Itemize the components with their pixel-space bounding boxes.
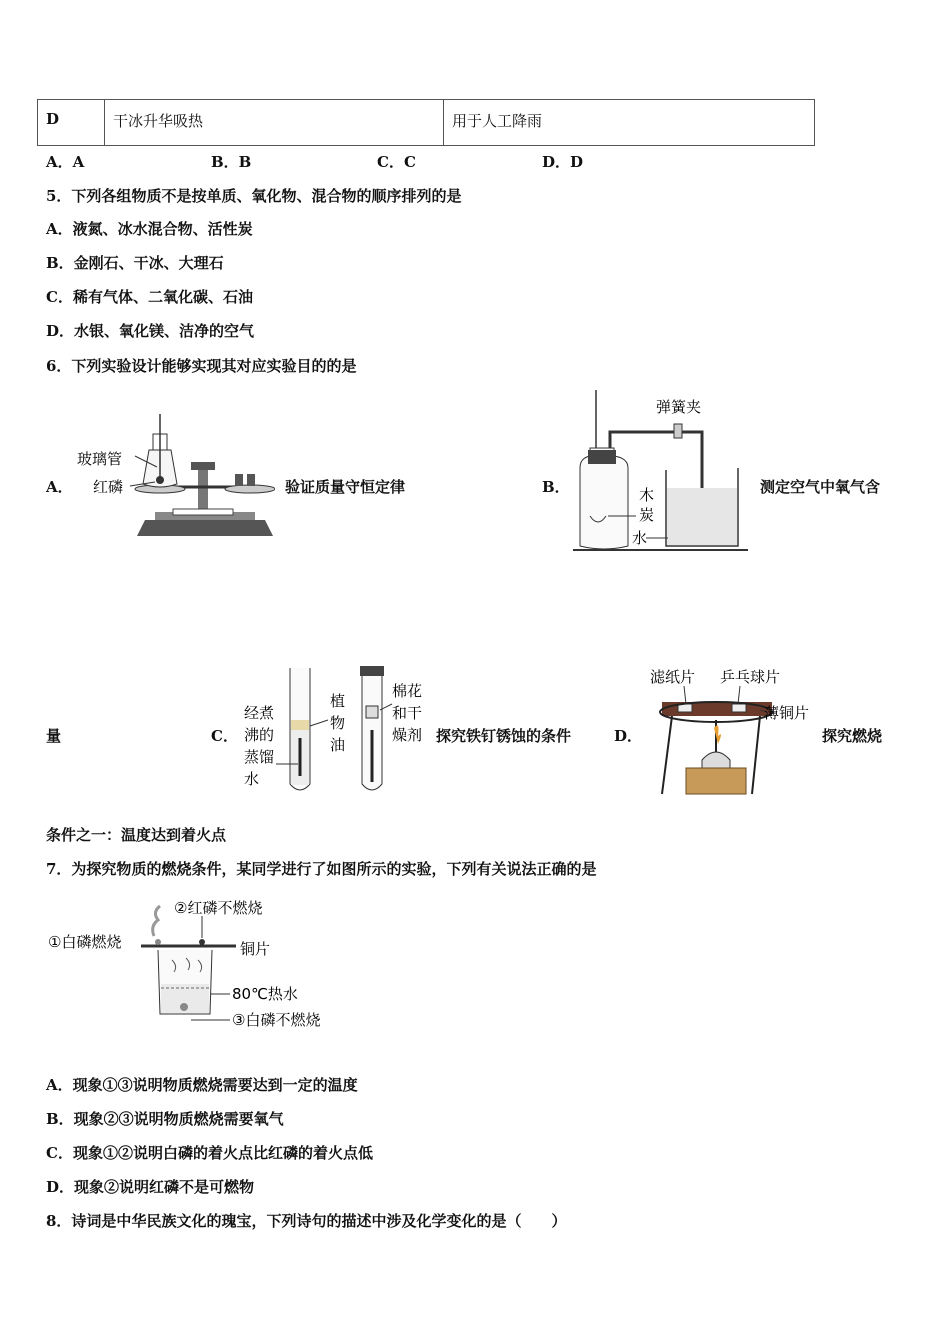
label-pingpong: 乒乓球片 [720,668,781,686]
spring-clip [674,424,682,438]
q6-a-letter: A． [46,478,73,496]
scale-rail [173,509,233,515]
label-white-no-burn: ③白磷不燃烧 [232,1011,321,1029]
red-phosphorus [156,476,164,484]
label-charcoal-1: 木 [639,486,655,504]
label-glass-tube: 玻璃管 [77,450,123,468]
balance-head [191,462,215,470]
label-c-10: 燥剂 [392,726,423,744]
q5-option-a: A．液氮、冰水混合物、活性炭 [46,220,253,238]
right-pan [225,485,275,493]
phosphorus-combustion-diagram [46,892,346,1034]
q7-option-d: D．现象②说明红磷不是可燃物 [46,1178,255,1196]
balance-pillar [198,467,208,512]
q6-d-cont: 条件之一：温度达到着火点 [46,826,227,844]
beaker-water [667,488,737,545]
table-row [38,100,815,146]
label-hot-water: 80℃热水 [232,985,298,1003]
red-phosphorus [199,939,205,945]
label-red-phosphorus: 红磷 [93,478,124,496]
oxygen-apparatus-diagram [570,388,750,556]
label-c-1: 经煮 [244,704,275,722]
table-cell-use: 用于人工降雨 [444,100,815,146]
q4-option-a: A．A [46,153,85,171]
q6-b-cont: 量 [46,727,62,745]
bottle-stopper [588,450,616,464]
oil-layer [291,720,309,730]
q6-b-text: 测定空气中氧气含 [760,478,881,496]
cotton-desiccant [366,706,378,718]
label-white-burn: ①白磷燃烧 [48,933,122,951]
q7-option-c: C．现象①②说明白磷的着火点比红磷的着火点低 [46,1144,373,1162]
q5-option-c: C．稀有气体、二氧化碳、石油 [46,288,253,306]
q5-stem: 5．下列各组物质不是按单质、氧化物、混合物的顺序排列的是 [46,187,462,205]
pingpong-piece [732,704,746,712]
label-c-2: 沸的 [244,726,275,744]
q6-a-text: 验证质量守恒定律 [285,478,406,496]
q6-b-letter: B． [542,478,570,496]
white-phosphorus-3 [180,1003,188,1011]
q7-option-b: B．现象②③说明物质燃烧需要氧气 [46,1110,284,1128]
label-c-6: 物 [330,714,346,732]
tripod-leg-2 [752,716,760,794]
q4-option-d: D．D [542,153,584,171]
balance-base [137,520,273,536]
weight-2 [247,474,255,486]
combustion-condition-diagram [648,664,818,798]
q7-stem: 7．为探究物质的燃烧条件，某同学进行了如图所示的实验，下列有关说法正确的是 [46,860,597,878]
q4-option-b: B．B [211,153,252,171]
table-cell-label: D [38,100,105,146]
q7-option-a: A．现象①③说明物质燃烧需要达到一定的温度 [46,1076,358,1094]
label-spring-clip: 弹簧夹 [656,398,702,416]
q5-option-d: D．水银、氧化镁、洁净的空气 [46,322,255,340]
label-c-5: 植 [330,692,346,710]
balance-diagram [75,412,275,554]
test-tube-stopper [360,666,384,676]
label-water: 水 [632,529,648,547]
table-cell-property: 干冰升华吸热 [105,100,444,146]
q6-c-text: 探究铁钉锈蚀的条件 [436,727,572,745]
label-copper-sheet: 薄铜片 [764,704,810,722]
label-c-4: 水 [244,770,260,788]
label-c-8: 棉花 [392,682,423,700]
label-c-9: 和干 [392,704,423,722]
q6-stem: 6．下列实验设计能够实现其对应实验目的的是 [46,357,357,375]
q4-option-c: C．C [377,153,416,171]
q5-option-b: B．金刚石、干冰、大理石 [46,254,224,272]
answer-table [37,99,815,146]
tripod-leg-1 [662,716,672,794]
label-charcoal-2: 炭 [639,506,655,524]
q6-d-text: 探究燃烧 [822,727,883,745]
weight-1 [235,474,243,486]
label-red-no-burn: ②红磷不燃烧 [174,899,263,917]
iron-rust-diagram [240,664,435,798]
q6-d-letter: D． [614,727,643,745]
smoke-icon [153,906,160,936]
label-copper: 铜片 [240,940,271,958]
q6-c-letter: C． [211,727,238,745]
white-phosphorus-1 [155,939,161,945]
label-filter-paper: 滤纸片 [650,668,696,686]
label-c-3: 蒸馏 [244,748,275,766]
q8-stem: 8．诗词是中华民族文化的瑰宝，下列诗句的描述中涉及化学变化的是（ ） [46,1212,567,1230]
alcohol-lamp [702,752,730,768]
label-c-7: 油 [330,736,346,754]
wooden-block [686,768,746,794]
